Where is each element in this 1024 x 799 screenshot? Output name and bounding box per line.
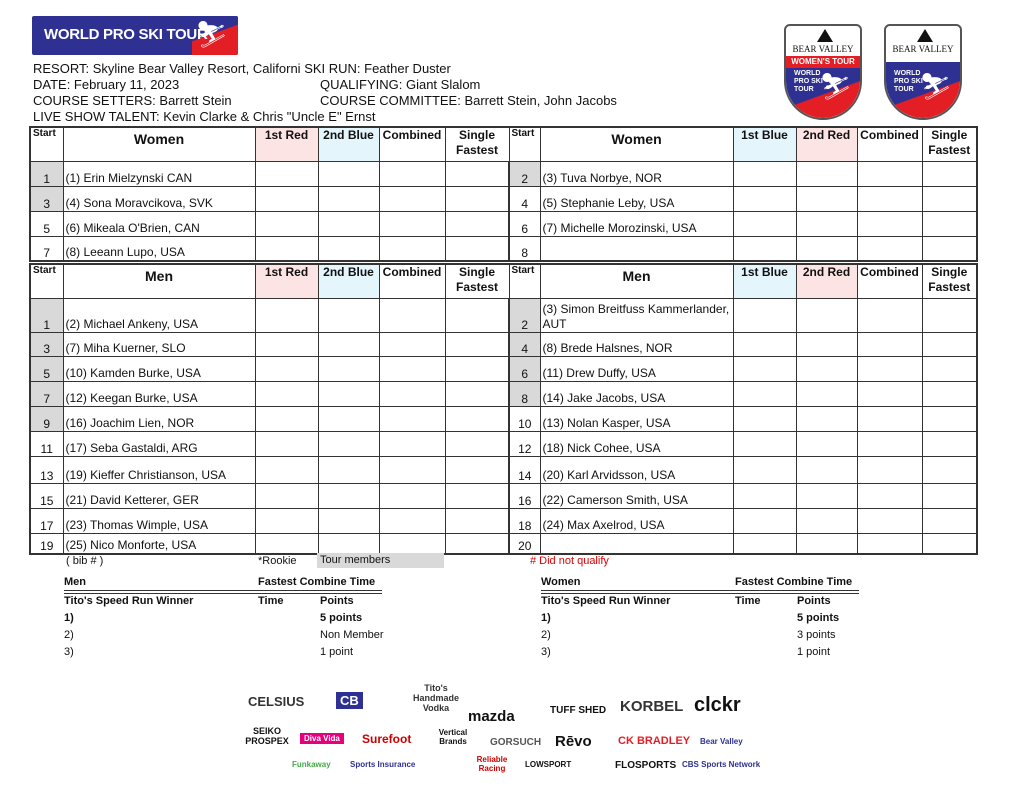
place-label: 3) (64, 646, 74, 658)
result-cell[interactable] (857, 298, 922, 332)
racer-name: (20) Karl Arvidsson, USA (540, 456, 733, 483)
result-cell[interactable] (445, 456, 509, 483)
speed-run-winner-label: Tito's Speed Run Winner (541, 595, 671, 607)
men-header: Men (540, 264, 733, 298)
racer-name: (4) Sona Moravcikova, SVK (63, 186, 255, 211)
column-header: 1st Red (255, 264, 318, 298)
start-header: Start (509, 127, 540, 161)
result-cell[interactable] (318, 211, 379, 236)
table-row (30, 508, 977, 533)
sponsor-logo: SEIKO PROSPEX (245, 726, 289, 746)
badge-text: WORLD PRO SKI TOUR (794, 70, 823, 93)
sponsor-logo: clckr (694, 694, 741, 716)
ski-run: SKI RUN: Feather Duster (304, 61, 451, 76)
logo-text: WORLD PRO SKI TOUR (44, 26, 208, 43)
result-cell[interactable] (922, 406, 977, 431)
sponsor-logo: Tito's Handmade Vodka (412, 683, 459, 713)
result-cell[interactable] (379, 236, 445, 261)
racer-name: (5) Stephanie Leby, USA (540, 186, 733, 211)
men-header: Men (63, 264, 255, 298)
racer-name: (8) Brede Halsnes, NOR (540, 332, 733, 356)
result-cell[interactable] (318, 406, 379, 431)
live-show-talent: LIVE SHOW TALENT: Kevin Clarke & Chris "Uncle E" Ernst (33, 109, 376, 124)
start-number: 11 (30, 431, 63, 456)
start-number: 5 (30, 211, 63, 236)
column-header: 1st Blue (733, 264, 796, 298)
women-header: Women (540, 127, 733, 161)
speed-run-winner-label: Tito's Speed Run Winner (64, 595, 194, 607)
column-header: Combined (379, 264, 445, 298)
result-cell[interactable] (445, 161, 509, 186)
result-cell[interactable] (796, 533, 857, 554)
start-number: 6 (509, 356, 540, 381)
place-label: 2) (541, 629, 551, 641)
sponsor-logo: Reliable Racing (476, 755, 508, 773)
time-label: Time (258, 595, 284, 607)
start-number: 2 (509, 161, 540, 186)
result-cell[interactable] (445, 298, 509, 332)
summary-group: Men (64, 576, 86, 588)
result-cell[interactable] (796, 211, 857, 236)
result-cell[interactable] (255, 508, 318, 533)
result-cell[interactable] (733, 431, 796, 456)
place-points: 1 point (797, 646, 831, 658)
result-cell[interactable] (379, 381, 445, 406)
start-number: 3 (30, 332, 63, 356)
column-header: 2nd Red (796, 127, 857, 161)
start-number: 8 (509, 381, 540, 406)
sponsor-logo: Funkaway (292, 760, 331, 769)
sponsor-logo: Bear Valley (700, 737, 743, 746)
result-cell[interactable] (445, 431, 509, 456)
racer-name: (18) Nick Cohee, USA (540, 431, 733, 456)
result-cell[interactable] (255, 406, 318, 431)
skier-icon: ⛷ (918, 71, 952, 101)
result-cell[interactable] (733, 356, 796, 381)
result-cell[interactable] (379, 186, 445, 211)
result-cell[interactable] (318, 161, 379, 186)
table-row (30, 406, 977, 431)
bear-valley-womens-tour-badge (784, 24, 862, 120)
result-cell[interactable] (379, 431, 445, 456)
racer-name: (3) Tuva Norbye, NOR (540, 161, 733, 186)
table-row (30, 356, 977, 381)
men-results-table (29, 263, 978, 555)
result-cell[interactable] (318, 186, 379, 211)
summary-group: Women (541, 576, 581, 588)
result-cell[interactable] (255, 381, 318, 406)
result-cell[interactable] (445, 381, 509, 406)
column-header: Single Fastest (445, 127, 509, 161)
skier-icon: ⛷ (818, 71, 852, 101)
time-label: Time (735, 595, 761, 607)
racer-name: (10) Kamden Burke, USA (63, 356, 255, 381)
result-cell[interactable] (445, 508, 509, 533)
result-cell[interactable] (255, 298, 318, 332)
sponsor-logo: Rēvo (555, 733, 592, 750)
place-label: 1) (64, 612, 74, 624)
start-number: 16 (509, 483, 540, 508)
racer-name: (7) Miha Kuerner, SLO (63, 332, 255, 356)
start-number: 4 (509, 186, 540, 211)
result-cell[interactable] (318, 332, 379, 356)
start-number: 8 (509, 236, 540, 261)
sponsor-logo: FLOSPORTS (615, 760, 677, 771)
result-cell[interactable] (922, 332, 977, 356)
result-cell[interactable] (857, 456, 922, 483)
start-number: 20 (509, 533, 540, 554)
column-header: 2nd Blue (318, 127, 379, 161)
column-header: Combined (857, 127, 922, 161)
racer-name: (16) Joachim Lien, NOR (63, 406, 255, 431)
result-cell[interactable] (733, 533, 796, 554)
result-cell[interactable] (733, 298, 796, 332)
rookie-legend: *Rookie (258, 555, 297, 567)
racer-name: (14) Jake Jacobs, USA (540, 381, 733, 406)
start-number: 1 (30, 161, 63, 186)
start-number: 18 (509, 508, 540, 533)
mountain-icon (817, 29, 833, 42)
table-row (30, 298, 977, 332)
table-row (30, 483, 977, 508)
start-number: 17 (30, 508, 63, 533)
start-number: 12 (509, 431, 540, 456)
table-row (30, 456, 977, 483)
result-cell[interactable] (318, 456, 379, 483)
result-cell[interactable] (922, 431, 977, 456)
sponsor-logo: Sports Insurance (350, 760, 416, 769)
racer-name: (23) Thomas Wimple, USA (63, 508, 255, 533)
mountain-icon (917, 29, 933, 42)
result-cell[interactable] (318, 483, 379, 508)
place-label: 1) (541, 612, 551, 624)
result-cell[interactable] (796, 431, 857, 456)
table-row (30, 236, 977, 261)
column-header: Combined (857, 264, 922, 298)
badge-brand: BEAR VALLEY (892, 44, 954, 54)
racer-name: (21) David Ketterer, GER (63, 483, 255, 508)
result-cell[interactable] (379, 533, 445, 554)
sponsor-logo: LOWSPORT (525, 760, 572, 769)
racer-name: (6) Mikeala O'Brien, CAN (63, 211, 255, 236)
result-cell[interactable] (255, 431, 318, 456)
start-number: 7 (30, 236, 63, 261)
result-cell[interactable] (255, 236, 318, 261)
result-cell[interactable] (922, 298, 977, 332)
sponsor-logo: KORBEL (620, 698, 684, 715)
result-cell[interactable] (445, 483, 509, 508)
racer-name: (11) Drew Duffy, USA (540, 356, 733, 381)
result-cell[interactable] (379, 406, 445, 431)
result-cell[interactable] (733, 456, 796, 483)
result-cell[interactable] (445, 332, 509, 356)
racer-name (540, 236, 733, 261)
racer-name: (24) Max Axelrod, USA (540, 508, 733, 533)
racer-name: (7) Michelle Morozinski, USA (540, 211, 733, 236)
racer-name: (8) Leeann Lupo, USA (63, 236, 255, 261)
result-cell[interactable] (922, 356, 977, 381)
result-cell[interactable] (445, 236, 509, 261)
table-row (30, 533, 977, 554)
start-number: 9 (30, 406, 63, 431)
sponsor-logo: mazda (468, 708, 515, 725)
table-row (30, 161, 977, 186)
result-cell[interactable] (922, 381, 977, 406)
table-row (30, 211, 977, 236)
sponsor-logo: Surefoot (362, 732, 412, 746)
badge-ribbon: WOMEN'S TOUR (784, 56, 862, 68)
result-cell[interactable] (922, 236, 977, 261)
result-cell[interactable] (379, 211, 445, 236)
result-cell[interactable] (255, 533, 318, 554)
result-cell[interactable] (796, 161, 857, 186)
result-cell[interactable] (857, 533, 922, 554)
course-setters: COURSE SETTERS: Barrett Stein (33, 93, 232, 108)
result-cell[interactable] (255, 186, 318, 211)
points-label: Points (320, 595, 354, 607)
result-cell[interactable] (857, 186, 922, 211)
racer-name: (12) Keegan Burke, USA (63, 381, 255, 406)
result-cell[interactable] (379, 298, 445, 332)
result-cell[interactable] (733, 211, 796, 236)
result-cell[interactable] (796, 381, 857, 406)
result-cell[interactable] (796, 483, 857, 508)
start-header: Start (509, 264, 540, 298)
start-number: 6 (509, 211, 540, 236)
place-label: 2) (64, 629, 74, 641)
start-number: 3 (30, 186, 63, 211)
sponsor-logo: GORSUCH (490, 737, 542, 748)
tour-members-legend: Tour members (317, 553, 444, 568)
sponsor-logo: CB (336, 692, 363, 709)
result-cell[interactable] (318, 431, 379, 456)
result-cell[interactable] (857, 406, 922, 431)
result-cell[interactable] (318, 381, 379, 406)
result-cell[interactable] (733, 406, 796, 431)
table-row (30, 381, 977, 406)
result-cell[interactable] (733, 508, 796, 533)
result-cell[interactable] (922, 456, 977, 483)
result-cell[interactable] (796, 186, 857, 211)
start-header: Start (30, 127, 63, 161)
result-cell[interactable] (445, 186, 509, 211)
women-header: Women (63, 127, 255, 161)
sponsor-logo: Diva Vida (300, 733, 344, 744)
sponsor-logo: Vertical Brands (438, 728, 468, 746)
bib-legend: ( bib # ) (66, 555, 104, 567)
column-header: Single Fastest (445, 264, 509, 298)
racer-name: (22) Camerson Smith, USA (540, 483, 733, 508)
result-cell[interactable] (255, 211, 318, 236)
result-cell[interactable] (857, 381, 922, 406)
start-number: 7 (30, 381, 63, 406)
table-row (30, 431, 977, 456)
points-label: Points (797, 595, 831, 607)
racer-name: (17) Seba Gastaldi, ARG (63, 431, 255, 456)
start-number: 2 (509, 298, 540, 332)
result-cell[interactable] (318, 508, 379, 533)
start-number: 13 (30, 456, 63, 483)
result-cell[interactable] (857, 332, 922, 356)
result-cell[interactable] (733, 381, 796, 406)
result-cell[interactable] (445, 533, 509, 554)
result-cell[interactable] (796, 236, 857, 261)
sponsor-logo: TUFF SHED (550, 705, 607, 716)
result-cell[interactable] (318, 236, 379, 261)
result-cell[interactable] (318, 298, 379, 332)
result-cell[interactable] (318, 356, 379, 381)
start-header: Start (30, 264, 63, 298)
result-cell[interactable] (379, 508, 445, 533)
result-cell[interactable] (922, 508, 977, 533)
result-cell[interactable] (922, 483, 977, 508)
result-cell[interactable] (255, 483, 318, 508)
result-cell[interactable] (379, 483, 445, 508)
column-header: 2nd Red (796, 264, 857, 298)
column-header: Single Fastest (922, 264, 977, 298)
table-row (30, 186, 977, 211)
badge-brand: BEAR VALLEY (792, 44, 854, 54)
fastest-combine-label: Fastest Combine Time (735, 576, 853, 588)
racer-name (540, 533, 733, 554)
result-cell[interactable] (796, 356, 857, 381)
qualifying: QUALIFYING: Giant Slalom (320, 77, 481, 92)
result-cell[interactable] (318, 533, 379, 554)
course-committee: COURSE COMMITTEE: Barrett Stein, John Jacobs (320, 93, 617, 108)
start-number: 14 (509, 456, 540, 483)
result-cell[interactable] (379, 456, 445, 483)
result-cell[interactable] (857, 483, 922, 508)
sponsor-logo: CBS Sports Network (682, 760, 761, 769)
sponsor-logo: CK BRADLEY (618, 735, 691, 747)
start-number: 5 (30, 356, 63, 381)
result-cell[interactable] (255, 161, 318, 186)
result-cell[interactable] (733, 186, 796, 211)
racer-name: (25) Nico Monforte, USA (63, 533, 255, 554)
start-number: 19 (30, 533, 63, 554)
resort-line (33, 61, 451, 77)
badge-text: WORLD PRO SKI TOUR (894, 70, 923, 93)
place-label: 3) (541, 646, 551, 658)
women-results-table (29, 126, 978, 262)
start-number: 1 (30, 298, 63, 332)
result-cell[interactable] (445, 356, 509, 381)
sponsor-logo: CELSIUS (248, 694, 305, 709)
result-cell[interactable] (733, 332, 796, 356)
result-cell[interactable] (796, 332, 857, 356)
result-cell[interactable] (857, 508, 922, 533)
column-header: 2nd Blue (318, 264, 379, 298)
resort: RESORT: Skyline Bear Valley Resort, Californi (33, 61, 301, 76)
start-number: 4 (509, 332, 540, 356)
racer-name: (2) Michael Ankeny, USA (63, 298, 255, 332)
place-points: 1 point (320, 646, 354, 658)
result-cell[interactable] (857, 431, 922, 456)
place-points: 5 points (797, 612, 840, 624)
start-number: 10 (509, 406, 540, 431)
racer-name: (1) Erin Mielzynski CAN (63, 161, 255, 186)
column-header: 1st Red (255, 127, 318, 161)
result-cell[interactable] (857, 161, 922, 186)
result-cell[interactable] (796, 298, 857, 332)
result-cell[interactable] (379, 161, 445, 186)
date: DATE: February 11, 2023 (33, 77, 180, 92)
result-cell[interactable] (796, 456, 857, 483)
result-cell[interactable] (255, 456, 318, 483)
place-points: Non Member (320, 629, 384, 641)
result-cell[interactable] (255, 356, 318, 381)
result-cell[interactable] (922, 533, 977, 554)
result-cell[interactable] (445, 211, 509, 236)
result-cell[interactable] (922, 161, 977, 186)
result-cell[interactable] (796, 406, 857, 431)
table-row (30, 332, 977, 356)
result-cell[interactable] (922, 186, 977, 211)
world-pro-ski-tour-logo (32, 16, 238, 55)
place-points: 3 points (797, 629, 836, 641)
fastest-combine-label: Fastest Combine Time (258, 576, 376, 588)
result-cell[interactable] (857, 211, 922, 236)
result-cell[interactable] (379, 332, 445, 356)
place-points: 5 points (320, 612, 363, 624)
result-cell[interactable] (733, 483, 796, 508)
result-cell[interactable] (857, 236, 922, 261)
result-cell[interactable] (445, 406, 509, 431)
result-cell[interactable] (255, 332, 318, 356)
racer-name: (19) Kieffer Christianson, USA (63, 456, 255, 483)
column-header: 1st Blue (733, 127, 796, 161)
column-header: Combined (379, 127, 445, 161)
result-cell[interactable] (796, 508, 857, 533)
start-number: 15 (30, 483, 63, 508)
bear-valley-tour-badge (884, 24, 962, 120)
racer-name: (13) Nolan Kasper, USA (540, 406, 733, 431)
result-cell[interactable] (733, 161, 796, 186)
result-cell[interactable] (857, 356, 922, 381)
skier-icon: ⛷ (194, 19, 228, 49)
result-cell[interactable] (379, 356, 445, 381)
result-cell[interactable] (922, 211, 977, 236)
result-cell[interactable] (733, 236, 796, 261)
racer-name: (3) Simon Breitfuss Kammerlander, AUT (540, 298, 733, 332)
column-header: Single Fastest (922, 127, 977, 161)
dnq-legend: # Did not qualify (530, 555, 609, 567)
